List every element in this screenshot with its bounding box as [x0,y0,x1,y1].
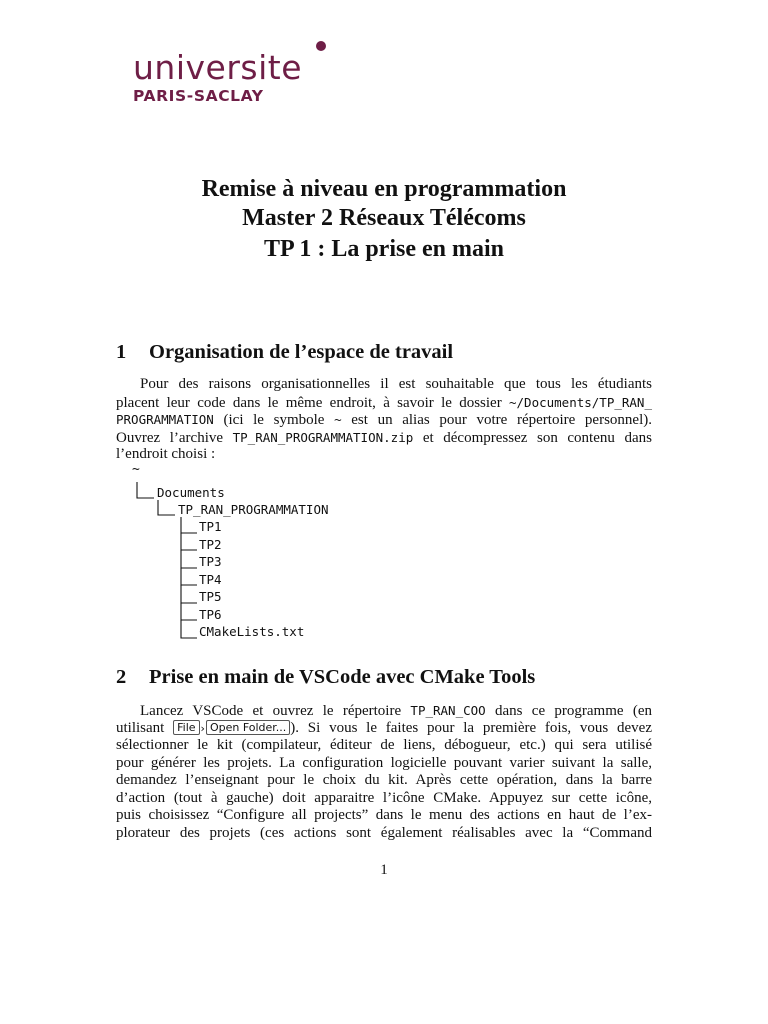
text-line: Pour des raisons organisationnelles il est souhaitable que tous les étudiants [140,376,652,392]
section-number: 1 [116,341,127,363]
tree-node-item: TP4 [199,572,222,587]
text-line: PROGRAMMATION (ici le symbole ~ est un alias pour votre répertoire personnel). [116,412,652,428]
text-line: Ouvrez l’archive TP_RAN_PROGRAMMATION.zip et décompressez son contenu dans [116,429,652,446]
section-title: Prise en main de VSCode avec CMake Tools [149,666,536,688]
document-title-line-3: TP 1 : La prise en main [263,236,504,262]
logo-wordmark: universite [133,48,303,87]
tree-branch [181,603,197,620]
logo-subtitle: PARIS-SACLAY [133,87,264,105]
tree-branch [181,568,197,585]
menu-arrow-icon: › [200,721,205,735]
section-number: 2 [116,666,127,688]
tree-node-documents: Documents [157,485,225,500]
text-line: l’endroit choisi : [116,446,216,462]
document-title-line-1: Remise à niveau en programmation [201,176,567,202]
tree-node-item: TP6 [199,607,222,622]
tree-node-item: CMakeLists.txt [199,624,305,639]
text-line: sélectionner le kit (compilateur, éditeur de liens, débogueur, etc.) qui sera utilisé [116,737,652,753]
tree-node-item: TP2 [199,537,222,552]
tree-branch [181,620,197,638]
tree-node-project: TP_RAN_PROGRAMMATION [178,502,329,517]
tree-branch [181,585,197,603]
document-title-line-2: Master 2 Réseaux Télécoms [242,205,526,231]
menu-file-key: File [173,720,199,735]
tree-branch [181,533,197,550]
text-line: pour générer les projets. La configuration logicielle pouvant varier suivant la salle, [116,754,652,771]
section-title: Organisation de l’espace de travail [149,341,454,363]
text-line: d’action (tout à gauche) doit apparaitre l’icône CMake. Appuyez sur cette icône, [116,789,652,806]
text-line: utilisant File › Open Folder... ). Si vous le faites pour la première fois, vous devez [116,719,652,736]
tree-branch [181,550,197,568]
section-2-paragraph [116,702,652,842]
tree-branch [137,482,154,498]
tree-root: ~ [132,462,140,477]
text-line: demandez l’enseignant pour le choix du kit. Après cette opération, dans la barre [116,772,652,788]
tree-node-item: TP1 [199,519,222,534]
menu-open-folder-key: Open Folder... [206,720,290,735]
tree-node-item: TP5 [199,589,222,604]
text-line: plorateur des projets (ces actions sont également réalisables avec la “Command [116,824,652,841]
section-2-heading [116,664,535,690]
page-number: 1 [380,862,388,878]
text-line: placent leur code dans le même endroit, à savoir le dossier ~/Documents/TP_RAN_ [116,394,652,411]
tree-node-item: TP3 [199,554,222,569]
tree-branch [158,500,175,515]
text-line: puis choisissez “Configure all projects” dans le menu des actions en haut de l’ex- [116,807,652,823]
text-line: Lancez VSCode et ouvrez le répertoire TP_RAN_COO dans ce programme (en [140,703,652,719]
tree-branch [181,517,197,533]
